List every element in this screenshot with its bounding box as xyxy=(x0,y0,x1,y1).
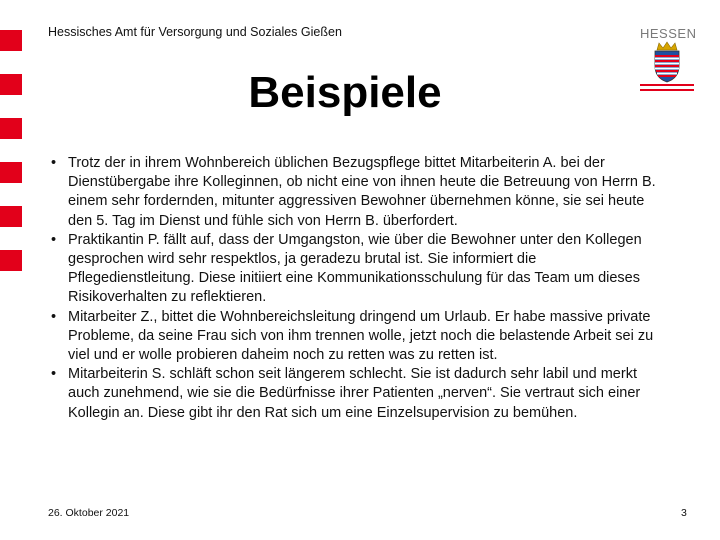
slide-title: Beispiele xyxy=(248,68,442,117)
bullet-item: • Mitarbeiterin S. schläft schon seit längerem schlecht. Sie ist dadurch sehr labil und merkt auch zunehmend, wie sie die Bedürfnisse ihrer Patienten „nerven“. Sie vertraut sich einer Kollegin an. Diese gibt ihr den Rat sich um eine Einzelsupervision zu bemühen. xyxy=(48,365,658,423)
organization-name: Hessisches Amt für Versorgung und Soziales Gießen xyxy=(48,25,342,39)
bullet-list xyxy=(48,154,658,423)
bullet-item: • Praktikantin P. fällt auf, dass der Umgangston, wie über die Bewohner unter den Kollegen gesprochen wird sehr respektlos, ja geradezu brutal ist. Sie informiert die Pflegedienstleitung. Diese initiiert eine Kommunikationsschulung für das Team um dieses Risikoverhalten zu reflektieren. xyxy=(48,231,658,308)
stripe-block xyxy=(0,162,22,183)
stripe-block xyxy=(0,118,22,139)
stripe-block xyxy=(0,250,22,271)
bullet-item: • Trotz der in ihrem Wohnbereich üblichen Bezugspflege bittet Mitarbeiterin A. bei der Dienstübergabe ihre Kolleginnen, ob nicht eine von ihnen heute die Betreuung von Herrn B. einem sehr fordernden, mitunter aggressiven Bewohner übernehmen könne, sie sei heute den 5. Tag im Dienst und fühle sich von Herrn B. überfordert. xyxy=(48,154,658,231)
page-number: 3 xyxy=(681,507,687,519)
stripe-block xyxy=(0,30,22,51)
footer-date: 26. Oktober 2021 xyxy=(48,507,130,519)
logo-wordmark: HESSEN xyxy=(640,26,697,41)
stripe-block xyxy=(0,206,22,227)
bullet-item: • Mitarbeiter Z., bittet die Wohnbereichsleitung dringend um Urlaub. Er habe massive private Probleme, da seine Frau sich von ihm trennen wolle, jetzt noch die belastende Arbeit sei zu viel und er wolle probieren daheim noch zu retten was zu retten ist. xyxy=(48,308,658,366)
